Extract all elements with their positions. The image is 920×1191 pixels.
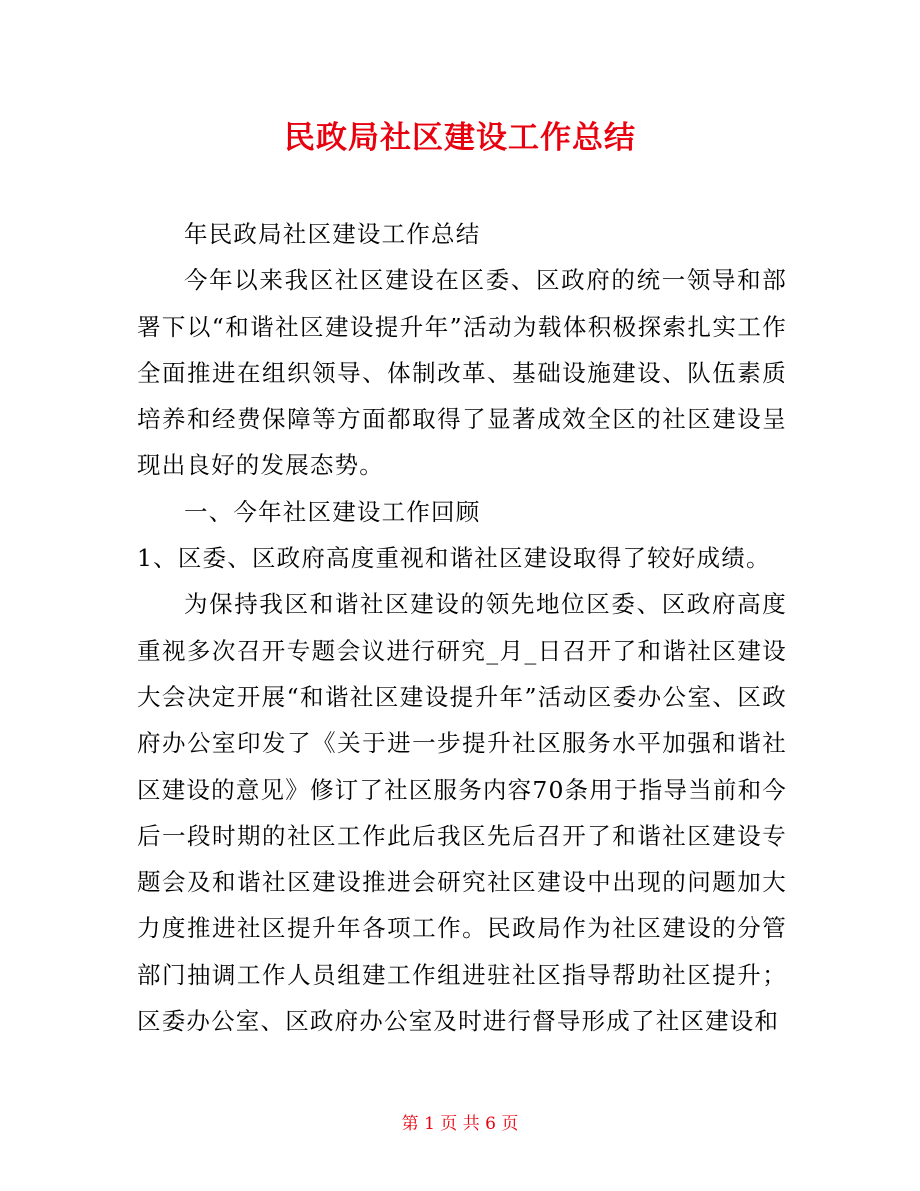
document-body [137, 211, 787, 1044]
section-heading: 一、今年社区建设工作回顾 [184, 497, 481, 526]
paragraph-heading: 年民政局社区建设工作总结 [184, 220, 481, 248]
paragraph-intro: 今年以来我区社区建设在区委、区政府的统一领导和部署下以“和谐社区建设提升年”活动为载体积极探索扎实工作全面推进在组织领导、体制改革、基础设施建设、队伍素质培养和经费保障等方面都取得了显著成效全区的社区建设呈现出良好的发展态势。 [137, 266, 787, 480]
paragraph-detail: 为保持我区和谐社区建设的领先地位区委、区政府高度重视多次召开专题会议进行研究_月_日召开了和谐社区建设大会决定开展“和谐社区建设提升年”活动区委办公室、区政府办公室印发了《关于进一步提升社区服务水平加强和谐社区建设的意见》修订了社区服务内容70条用于指导当前和今后一段时期的社区工作此后我区先后召开了和谐社区建设专题会及和谐社区建设推进会研究社区建设中出现的问题加大力度推进社区提升年各项工作。民政局作为社区建设的分管部门抽调工作人员组建工作组进驻社区指导帮助社区提升；区委办公室、区政府办公室及时进行督导形成了社区建设和 [137, 590, 787, 1036]
page-footer: 第 1 页 共 6 页 [401, 1114, 519, 1134]
subsection-heading: 1、区委、区政府高度重视和谐社区建设取得了较好成绩。 [137, 544, 771, 573]
document-title: 民政局社区建设工作总结 [284, 120, 636, 156]
